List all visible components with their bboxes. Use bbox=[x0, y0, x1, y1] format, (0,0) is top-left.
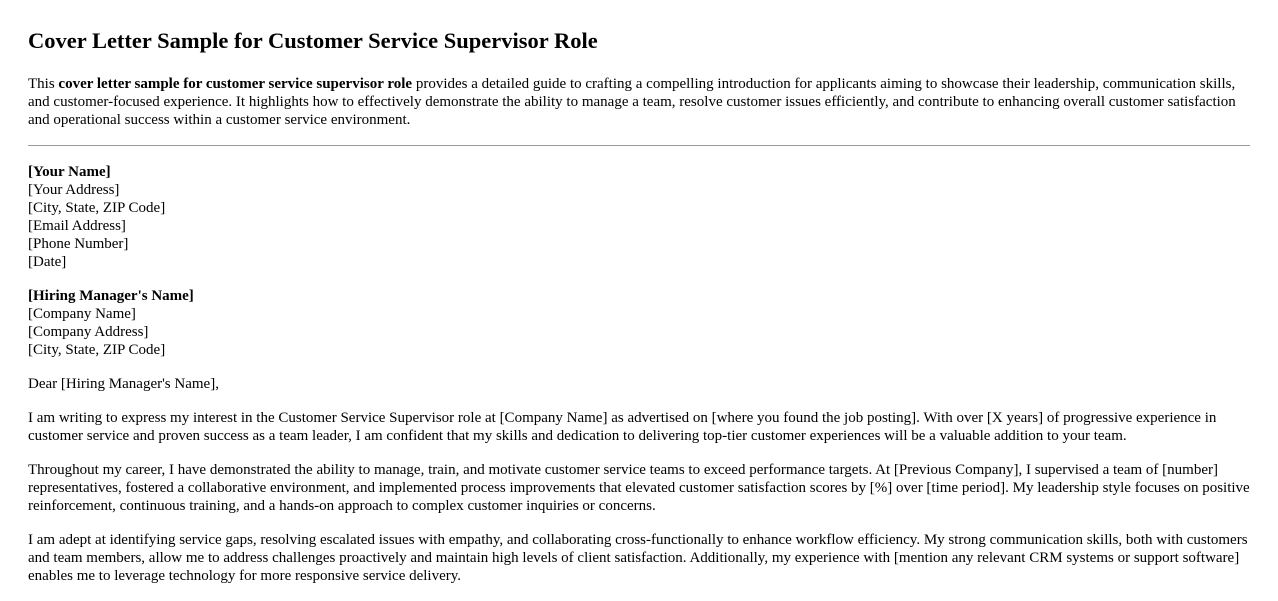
sender-email: [Email Address] bbox=[28, 218, 126, 234]
recipient-city: [City, State, ZIP Code] bbox=[28, 342, 166, 358]
body-paragraph-1: I am writing to express my interest in the Customer Service Supervisor role at [Company Name] as advertised on [where you found the job posting]. With over [X years] of progressive experience in customer service and proven success as a team leader, I am confident that my skills and dedication to delivering top-tier customer experiences will be a valuable addition to your team. bbox=[28, 410, 1217, 444]
intro-suffix: provides a detailed guide to crafting a compelling introduction for applicants aiming to showcase their leadership, communication skills, and customer-focused experience. It highlights how to effectively demonstrate the ability to manage a team, resolve customer issues efficiently, and contribute to enhancing overall customer satisfaction and operational success within a customer service environment. bbox=[28, 76, 1236, 128]
body-paragraph-3: I am adept at identifying service gaps, resolving escalated issues with empathy, and collaborating cross-functionally to enhance workflow efficiency. My strong communication skills, both with customers and team members, allow me to address challenges proactively and maintain high levels of client satisfaction. Additionally, my experience with [mention any relevant CRM systems or support software] enables me to leverage technology for more responsive service delivery. bbox=[28, 532, 1248, 584]
sender-phone: [Phone Number] bbox=[28, 236, 129, 252]
recipient-company: [Company Name] bbox=[28, 306, 136, 322]
body-paragraph-2: Throughout my career, I have demonstrated the ability to manage, train, and motivate customer service teams to exceed performance targets. At [Previous Company], I supervised a team of [number] representatives, fostered a collaborative environment, and implemented process improvements that elevated customer satisfaction scores by [%] over [time period]. My leadership style focuses on positive reinforcement, continuous training, and a hands-on approach to complex customer inquiries or concerns. bbox=[28, 462, 1250, 514]
recipient-address: [Company Address] bbox=[28, 324, 149, 340]
recipient-block bbox=[28, 287, 1250, 359]
sender-block bbox=[28, 163, 1250, 271]
sender-city: [City, State, ZIP Code] bbox=[28, 200, 166, 216]
sender-name: [Your Name] bbox=[28, 164, 111, 180]
sender-date: [Date] bbox=[28, 254, 67, 270]
intro-prefix: This bbox=[28, 76, 59, 92]
intro-bold-phrase: cover letter sample for customer service supervisor role bbox=[58, 76, 413, 92]
intro-paragraph bbox=[28, 75, 1250, 129]
recipient-name: [Hiring Manager's Name] bbox=[28, 288, 194, 304]
page-title: Cover Letter Sample for Customer Service Supervisor Role bbox=[28, 28, 598, 53]
divider bbox=[28, 145, 1250, 146]
sender-address: [Your Address] bbox=[28, 182, 120, 198]
salutation: Dear [Hiring Manager's Name], bbox=[28, 376, 219, 392]
